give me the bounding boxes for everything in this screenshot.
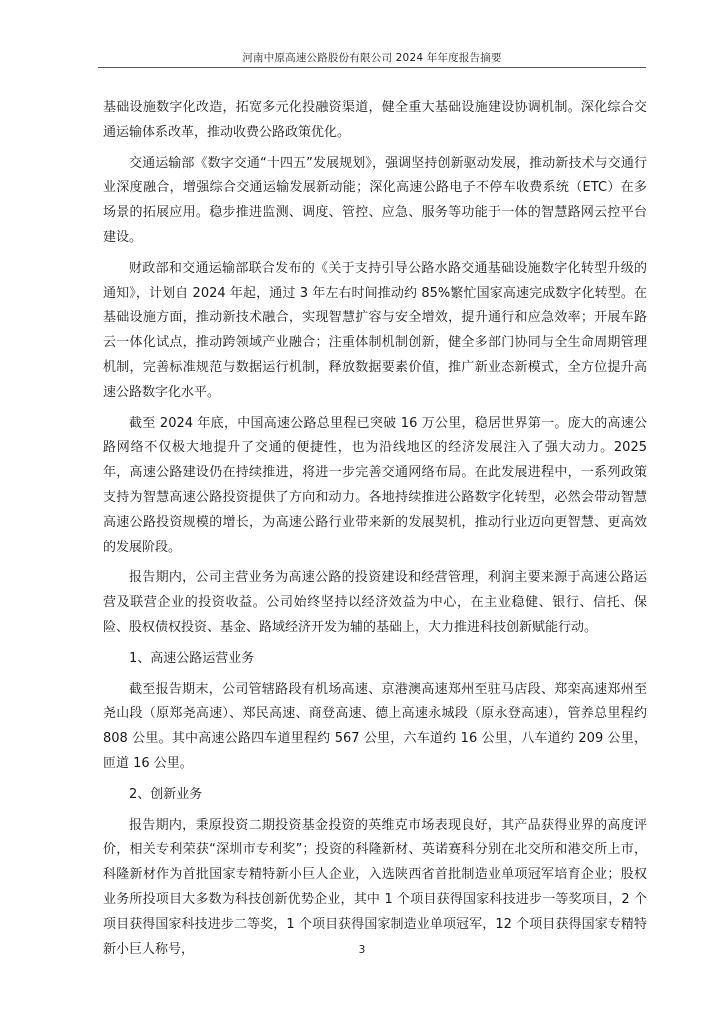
- section-heading-expressway-operation: 1、高速公路运营业务: [129, 650, 255, 666]
- document-body: [103, 96, 647, 968]
- paragraph-digital-transport-plan: 交通运输部《数字交通“十四五”发展规划》，强调坚持创新驱动发展，推动新技术与交通行业深度融合，增强综合交通运输发展新动能；深化高速公路电子不停车收费系统（ETC）在多场景的拓展应用。稳步推进监测、调度、管控、应急、服务等功能于一体的智慧路网云控平台建设。: [103, 155, 647, 245]
- paragraph-expressway-mileage: 截至 2024 年底，中国高速公路总里程已突破 16 万公里，稳居世界第一。庞大的高速公路网络不仅极大地提升了交通的便捷性，也为沿线地区的经济发展注入了强大动力。2025 年，高速公路建设仍在持续推进，将进一步完善交通网络布局。在此发展进程中，一系列政策支持为智慧高速公路投资提供了方向和动力。各地持续推进公路数字化转型，必然会带动智慧高速公路投资规模的增长，为高速公路行业带来新的发展契机，推动行业迈向更智慧、更高效的发展阶段。: [103, 415, 647, 555]
- paragraph-innovation-business: 报告期内，秉原投资二期投资基金投资的英维克市场表现良好，其产品获得业界的高度评价，相关专利荣获“深圳市专利奖”；投资的科隆新材、英诺赛科分别在北交所和港交所上市，科隆新材作为首批国家专精特新小巨人企业，入选陕西省首批制造业单项冠军培育企业；股权业务所投项目大多数为科技创新优势企业，其中 1 个项目获得国家科技进步一等奖项目，2 个项目获得国家科技进步二等奖，1 个项目获得国家制造业单项冠军，12 个项目获得国家专精特新小巨人称号，: [103, 817, 647, 957]
- page-header-title: 河南中原高速公路股份有限公司 2024 年年度报告摘要: [242, 52, 502, 64]
- paragraph-continuation: 基础设施数字化改造，拓宽多元化投融资渠道，健全重大基础设施建设协调机制。深化综合交通运输体系改革，推动收费公路政策优化。: [103, 100, 647, 140]
- paragraph-main-business: 报告期内，公司主营业务为高速公路的投资建设和经营管理，利润主要来源于高速公路运营及联营企业的投资收益。公司始终坚持以经济效益为中心，在主业稳健、银行、信托、保险、股权债权投资、基金、路域经济开发为辅的基础上，大力推进科技创新赋能行动。: [103, 570, 647, 635]
- paragraph-ministry-notice: 财政部和交通运输部联合发布的《关于支持引导公路水路交通基础设施数字化转型升级的通知》，计划自 2024 年起，通过 3 年左右时间推动约 85%繁忙国家高速完成数字化转型。在基础设施方面，推动新技术融合，实现智慧扩容与安全增效，提升通行和应急效率；开展车路云一体化试点，推动跨领域产业融合；注重体制机制创新，健全多部门协同与全生命周期管理机制，完善标准规范与数据运行机制，释放数据要素价值，推广新业态新模式，全方位提升高速公路数字化水平。: [103, 260, 647, 400]
- page-number: 3: [358, 944, 366, 956]
- paragraph-expressway-operation: 截至报告期末，公司管辖路段有机场高速、京港澳高速郑州至驻马店段、郑栾高速郑州至尧山段（原郑尧高速）、郑民高速、商登高速、德上高速永城段（原永登高速），管养总里程约 808 公里。其中高速公路四车道里程约 567 公里，六车道约 16 公里，八车道约 209 公里，匝道 16 公里。: [103, 681, 647, 771]
- header-divider: [98, 67, 646, 68]
- section-heading-innovation-business: 2、创新业务: [129, 786, 203, 802]
